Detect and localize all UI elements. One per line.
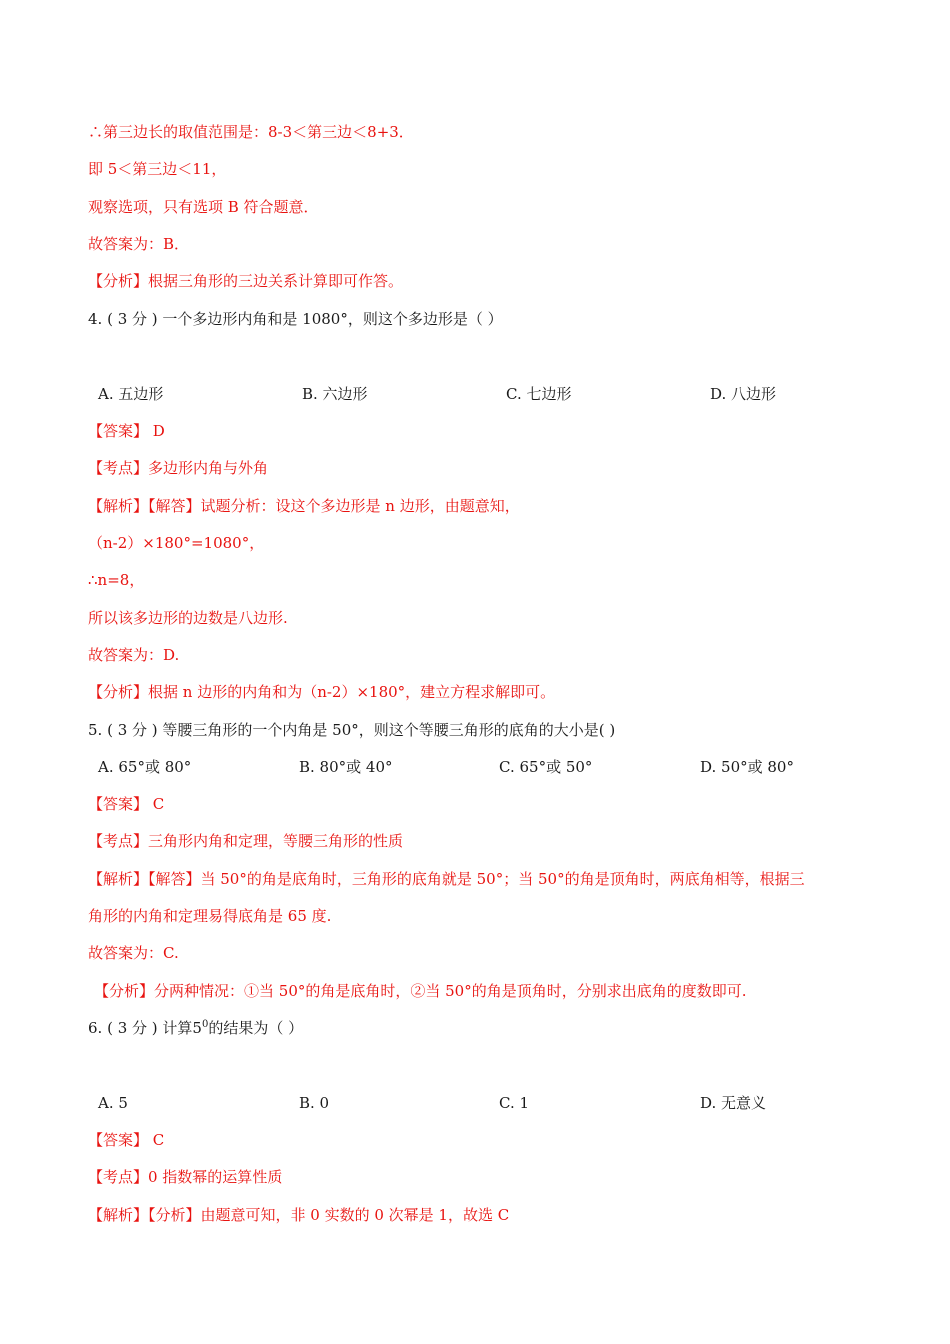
q6-stem-text: 的结果为（ ） [208,1019,304,1037]
q4-answer: 【答案】 D [88,422,165,440]
q4-option-a: A. 五边形 [98,385,164,403]
q6-option-a: A. 5 [98,1094,128,1112]
q5-kaodian: 【考点】三角形内角和定理，等腰三角形的性质 [88,832,404,850]
q4-jiexi: 故答案为：D. [88,646,180,664]
q6-exponent: 0 [201,1019,209,1030]
q6-option-b: B. 0 [299,1094,330,1112]
q6-jiexi: 【解析】【分析】由题意可知，非 0 实数的 0 次幂是 1，故选 C [88,1206,510,1224]
q5-jiexi: 【解析】【解答】当 50°的角是底角时，三角形的底角就是 50°；当 50°的角是顶角时，两底角相等，根据三 [88,870,805,888]
q5-fenxi: 【分析】分两种情况：①当 50°的角是底角时，②当 50°的角是顶角时，分别求出底角的度数即可. [94,982,747,1000]
q4-jiexi: 所以该多边形的边数是八边形. [88,609,288,627]
q6-stem-text: 6. ( 3 分 ) 计算5 [88,1019,202,1037]
q4-option-b: B. 六边形 [302,385,368,403]
solution-line: 观察选项，只有选项 B 符合题意． [88,198,319,216]
analysis-line: 【分析】根据三角形的三边关系计算即可作答。 [88,272,404,290]
question-5-stem: 5. ( 3 分 ) 等腰三角形的一个内角是 50°，则这个等腰三角形的底角的大小是( ) [88,721,616,739]
solution-line: 即 5＜第三边＜11， [88,160,227,178]
question-6-stem [88,1018,303,1038]
q4-jiexi: ∴n=8， [88,571,145,589]
q4-option-d: D. 八边形 [710,385,777,403]
q5-option-a: A. 65°或 80° [98,758,192,776]
solution-line: 故答案为：B． [88,235,190,253]
q5-option-c: C. 65°或 50° [499,758,593,776]
q4-fenxi: 【分析】根据 n 边形的内角和为（n-2）×180°，建立方程求解即可。 [88,683,556,701]
q6-option-d: D. 无意义 [700,1094,767,1112]
q4-option-c: C. 七边形 [506,385,572,403]
q4-jiexi: 【解析】【解答】试题分析：设这个多边形是 n 边形，由题意知， [88,497,520,515]
q4-jiexi: （n-2）×180°=1080°， [88,534,265,552]
q5-jiexi: 角形的内角和定理易得底角是 65 度. [88,907,332,925]
q5-answer: 【答案】 C [88,795,165,813]
q5-option-b: B. 80°或 40° [299,758,393,776]
solution-line: ∴第三边长的取值范围是：8-3＜第三边＜8+3． [88,123,414,141]
q5-jiexi: 故答案为：C. [88,944,179,962]
q6-kaodian: 【考点】0 指数幂的运算性质 [88,1168,283,1186]
q4-kaodian: 【考点】多边形内角与外角 [88,459,269,477]
q6-answer: 【答案】 C [88,1131,165,1149]
q5-option-d: D. 50°或 80° [700,758,794,776]
q6-option-c: C. 1 [499,1094,530,1112]
question-4-stem: 4. ( 3 分 ) 一个多边形内角和是 1080°，则这个多边形是（ ） [88,310,503,328]
